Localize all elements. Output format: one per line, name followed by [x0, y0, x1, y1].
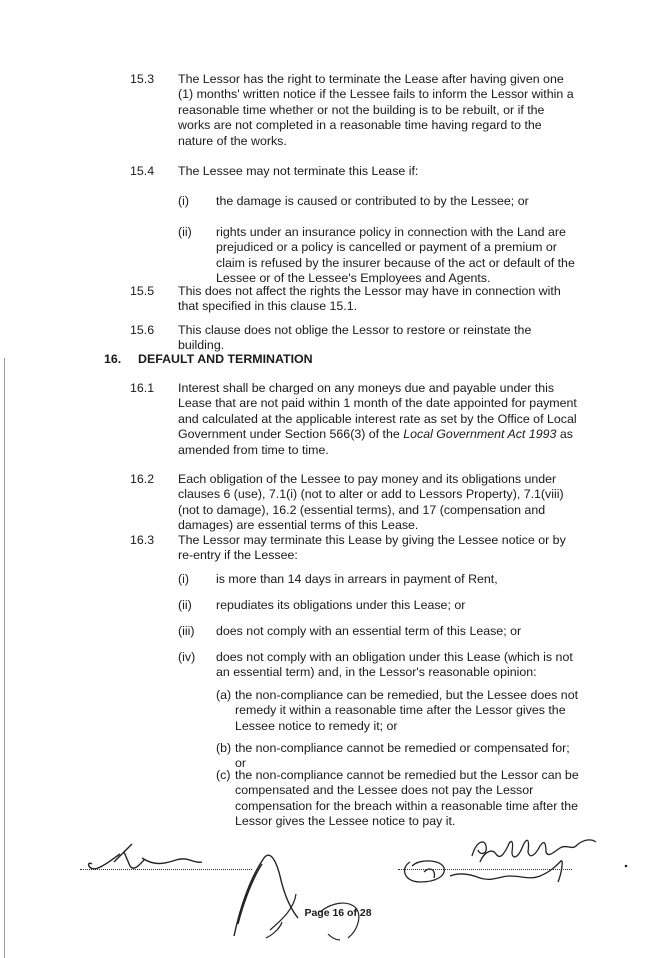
- clause-number: 15.3: [130, 72, 155, 86]
- clause-number: 16.1: [130, 381, 155, 395]
- right-handwritten-signature: [400, 832, 640, 892]
- page-number-footer: Page 16 of 28: [304, 907, 372, 919]
- section-number: 16.: [104, 352, 122, 366]
- clause-text-part: as amended from time to time.: [178, 427, 573, 457]
- clause-16-3-item-ii: [178, 598, 582, 613]
- item-number: (i): [178, 194, 190, 208]
- subitem-number: (b): [216, 741, 232, 755]
- clause-16-3-item-iv: [178, 650, 582, 681]
- subitem-text: the non-compliance can be remedied, but the Lessee does not remedy it within a reasonable time after the Lessor gives the Lessee notice to remedy it; or: [235, 688, 579, 733]
- item-text: is more than 14 days in arrears in payment of Rent,: [216, 572, 498, 586]
- clause-15-4-item-ii: [178, 225, 582, 287]
- clause-16-3-subitem-c: [216, 768, 584, 830]
- clause-16-1: [130, 381, 580, 458]
- clause-15-6: [130, 323, 580, 354]
- subitem-text: the non-compliance cannot be remedied but the Lessor can be compensated and the Lessee does not pay the Lessor compensation for the breach within a reasonable time after the Lessor gives the Lessee notice to pay it.: [235, 768, 579, 829]
- subitem-number: (c): [216, 768, 231, 782]
- clause-text: The Lessee may not terminate this Lease if:: [178, 164, 419, 178]
- clause-16-3-item-i: [178, 572, 582, 587]
- margin-rule: [4, 358, 5, 958]
- clause-number: 16.2: [130, 472, 155, 486]
- item-text: does not comply with an obligation under this Lease (which is not an essential term) and, in the Lessor's reasonable opinion:: [216, 650, 573, 680]
- clause-15-5: [130, 284, 580, 315]
- clause-text: This does not affect the rights the Lessor may have in connection with that specified in this clause 15.1.: [178, 284, 561, 314]
- page-number-scribble: [318, 898, 368, 942]
- clause-15-3: [130, 72, 580, 149]
- item-text: the damage is caused or contributed to by the Lessee; or: [216, 194, 529, 208]
- left-handwritten-signature: [84, 838, 304, 938]
- clause-text-part: Interest shall be charged on any moneys due and payable under this Lease that are not paid within 1 month of the date appointed for payment and calculated at the applicable interest rate as set by the Office of Local Government under Section 566(3) of the: [178, 381, 577, 442]
- item-text: repudiates its obligations under this Lease; or: [216, 598, 466, 612]
- clause-text: The Lessor may terminate this Lease by giving the Lessee notice or by re-entry if the Lessee:: [178, 533, 566, 563]
- clause-16-3: [130, 533, 580, 564]
- item-number: (ii): [178, 598, 192, 612]
- item-number: (ii): [178, 225, 192, 239]
- section-title: DEFAULT AND TERMINATION: [138, 352, 313, 366]
- clause-number: 15.5: [130, 284, 155, 298]
- clause-text: [178, 381, 580, 458]
- clause-number: 15.4: [130, 164, 155, 178]
- subitem-number: (a): [216, 688, 232, 702]
- section-16-heading: [104, 352, 574, 367]
- clause-number: 15.6: [130, 323, 155, 337]
- clause-15-4-item-i: [178, 194, 582, 209]
- item-number: (iii): [178, 624, 195, 638]
- act-name: Local Government Act 1993: [403, 427, 557, 442]
- item-number: (iv): [178, 650, 196, 664]
- clause-number: 16.3: [130, 533, 155, 547]
- clause-16-3-item-iii: [178, 624, 582, 639]
- clause-16-2: [130, 472, 580, 534]
- clause-text: The Lessor has the right to terminate the Lease after having given one (1) months' written notice if the Lessee fails to inform the Lessor within a reasonable time whether or not the building is to be rebuilt, or if the works are not completed in a reasonable time having regard to the nature of the works.: [178, 72, 574, 148]
- clause-text: Each obligation of the Lessee to pay money and its obligations under clauses 6 (use), 7.1(i) (not to alter or add to Lessors Property), 7.1(viii) (not to damage), 16.2 (essential terms), and 17 (compensation and damages) are essential terms of this Lease.: [178, 472, 564, 533]
- clause-text: This clause does not oblige the Lessor to restore or reinstate the building.: [178, 323, 532, 353]
- item-text: rights under an insurance policy in connection with the Land are prejudiced or a policy is cancelled or payment of a premium or claim is refused by the insurer because of the act or default of the Lessee or of the Lessee's Employees and Agents.: [216, 225, 575, 286]
- clause-15-4: [130, 164, 580, 179]
- clause-16-3-subitem-a: [216, 688, 584, 734]
- subitem-text: the non-compliance cannot be remedied or compensated for; or: [235, 741, 570, 771]
- item-number: (i): [178, 572, 190, 586]
- item-text: does not comply with an essential term of this Lease; or: [216, 624, 522, 638]
